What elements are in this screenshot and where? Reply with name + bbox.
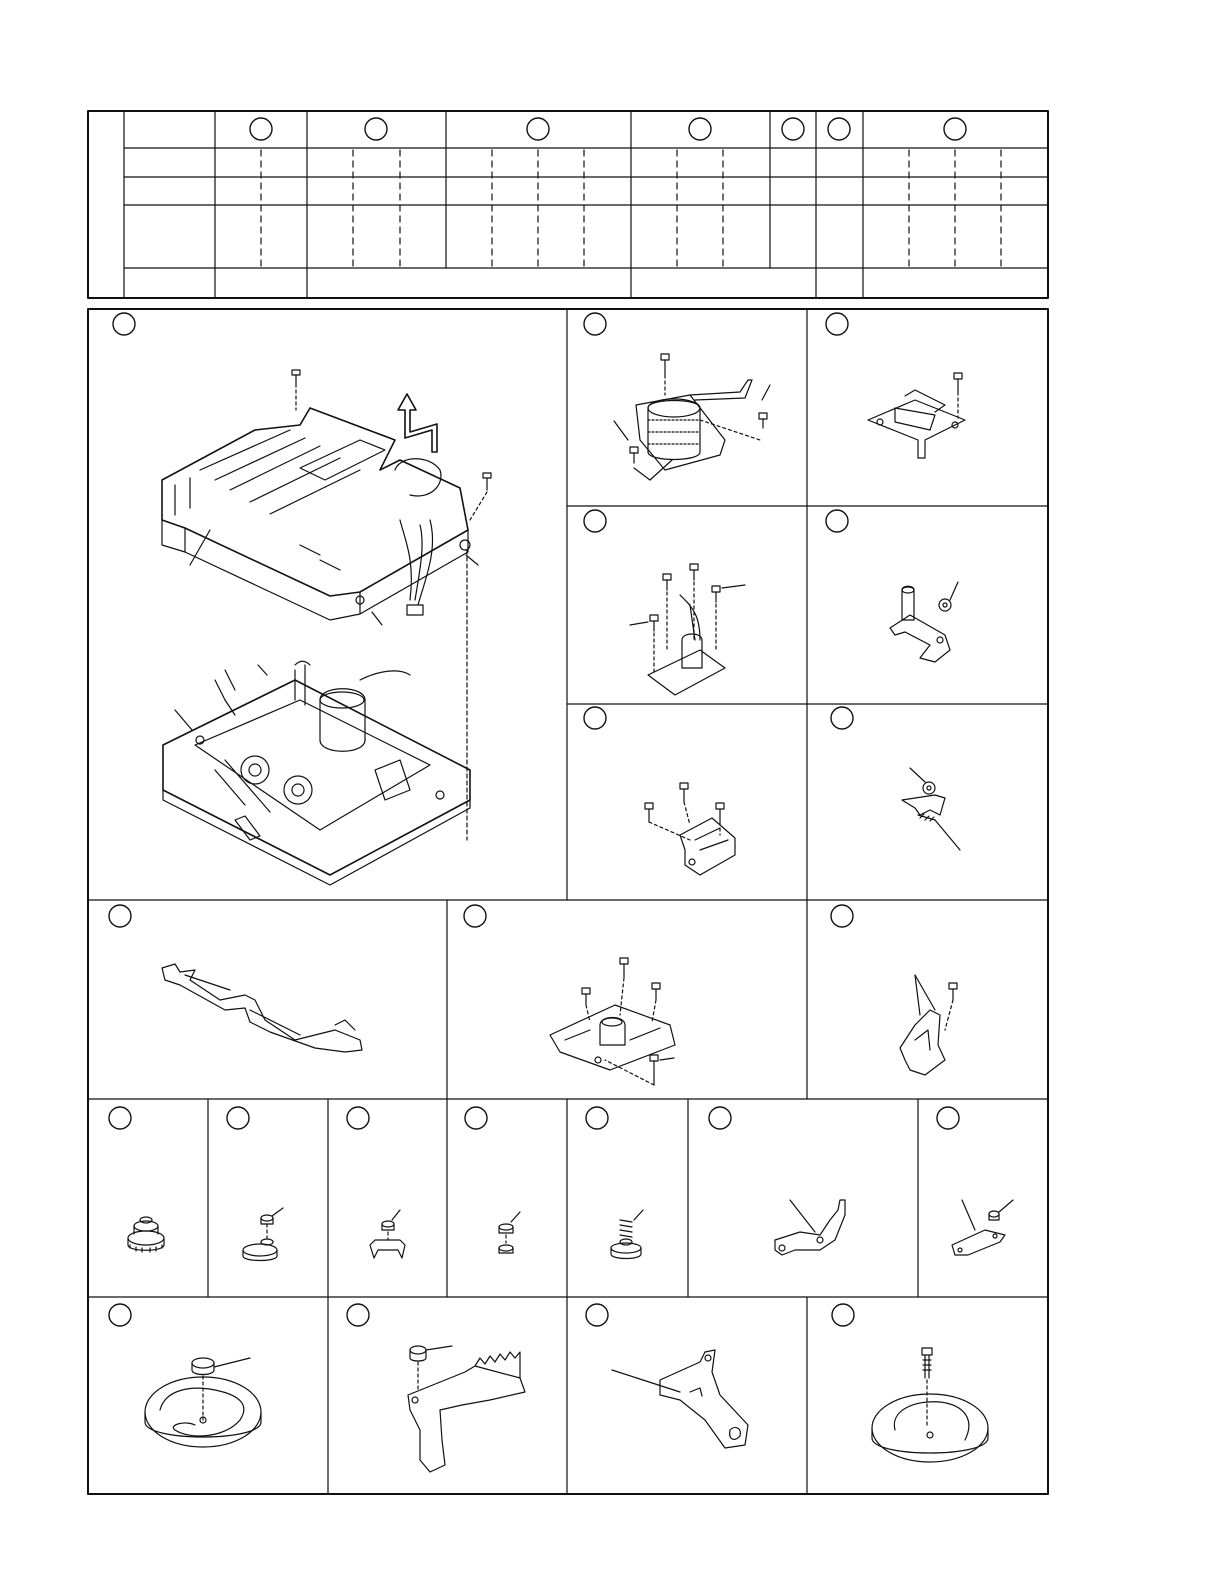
lever-illustration-2 [775,1200,845,1255]
capstan-motor-illustration [614,354,770,480]
gear-illustration-2 [243,1208,283,1261]
cam-gear-illustration-1 [145,1358,261,1447]
lever-illustration-3 [612,1350,748,1448]
loading-motor-illustration [630,564,745,695]
reel-base-illustration [550,958,675,1085]
gear-illustration-1 [128,1217,164,1252]
gear-illustration-5 [611,1210,643,1259]
guide-arm-illustration [900,975,957,1075]
bracket-assembly-illustration [868,373,965,458]
diagram-grid [88,309,1048,1494]
slide-plate-illustration [162,964,362,1052]
mechanism-assembly-illustration [162,370,491,885]
arm-spring-illustration [902,768,960,850]
holder-assembly-illustration [645,783,735,875]
rack-arm-illustration [408,1346,525,1472]
gear-illustration-4 [499,1212,520,1253]
lever-illustration-1 [890,582,958,662]
cam-gear-illustration-2 [872,1348,988,1462]
gear-illustration-3 [370,1210,405,1258]
header-table [88,111,1048,298]
plate-illustration-small [952,1200,1013,1255]
